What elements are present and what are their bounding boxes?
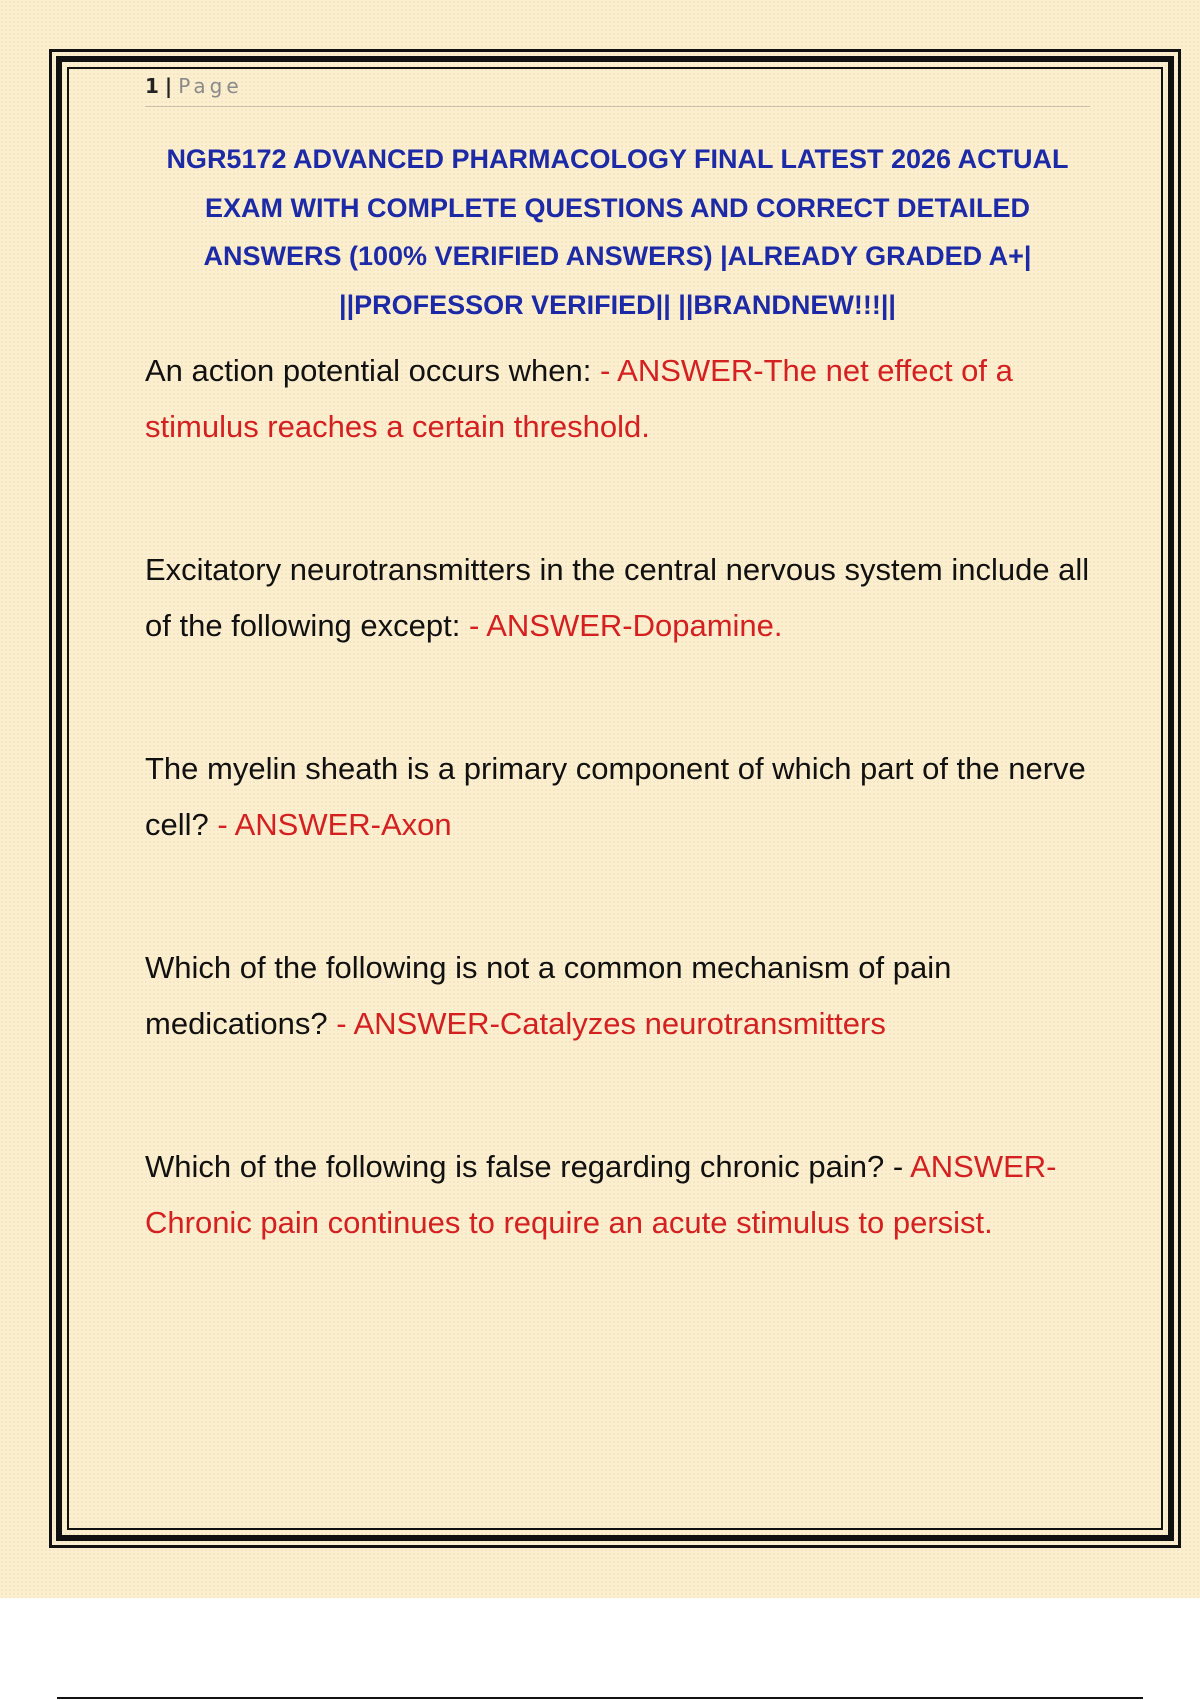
document-title: NGR5172 ADVANCED PHARMACOLOGY FINAL LATEST 2026 ACTUAL EXAM WITH COMPLETE QUESTIONS AND CORRECT DETAILED ANSWERS (100% VERIFIED ANSWERS) |ALREADY GRADED A+| ||PROFESSOR VERIFIED|| ||BRANDNEW!!!|| [166,144,1069,320]
qa-item [145,940,1090,1052]
qa-item [145,343,1090,455]
answer-text: - ANSWER-Dopamine. [468,608,783,643]
qa-item [145,741,1090,853]
qa-list [145,343,1090,1251]
answer-text: - ANSWER-The net effect of a stimulus reaches a certain threshold. [145,353,1013,444]
page-content [145,72,1090,1338]
page-header [145,72,1090,107]
qa-item [145,1139,1090,1251]
question-text: The myelin sheath is a primary component of which part of the nerve cell? [145,751,1086,842]
bottom-divider [57,1697,1143,1699]
page-header-separator: | [164,74,173,98]
answer-text: ANSWER-Chronic pain continues to require an acute stimulus to persist. [145,1149,1057,1240]
page-label: Page [178,74,243,98]
answer-text: - ANSWER-Catalyzes neurotransmitters [336,1006,886,1041]
page-number: 1 [145,74,159,98]
question-text: Which of the following is not a common mechanism of pain medications? [145,950,952,1041]
question-text: Which of the following is false regarding chronic pain? - [145,1149,904,1184]
qa-item [145,542,1090,654]
question-text: An action potential occurs when: [145,353,592,388]
question-text: Excitatory neurotransmitters in the central nervous system include all of the following except: [145,552,1090,643]
answer-text: - ANSWER-Axon [217,807,452,842]
